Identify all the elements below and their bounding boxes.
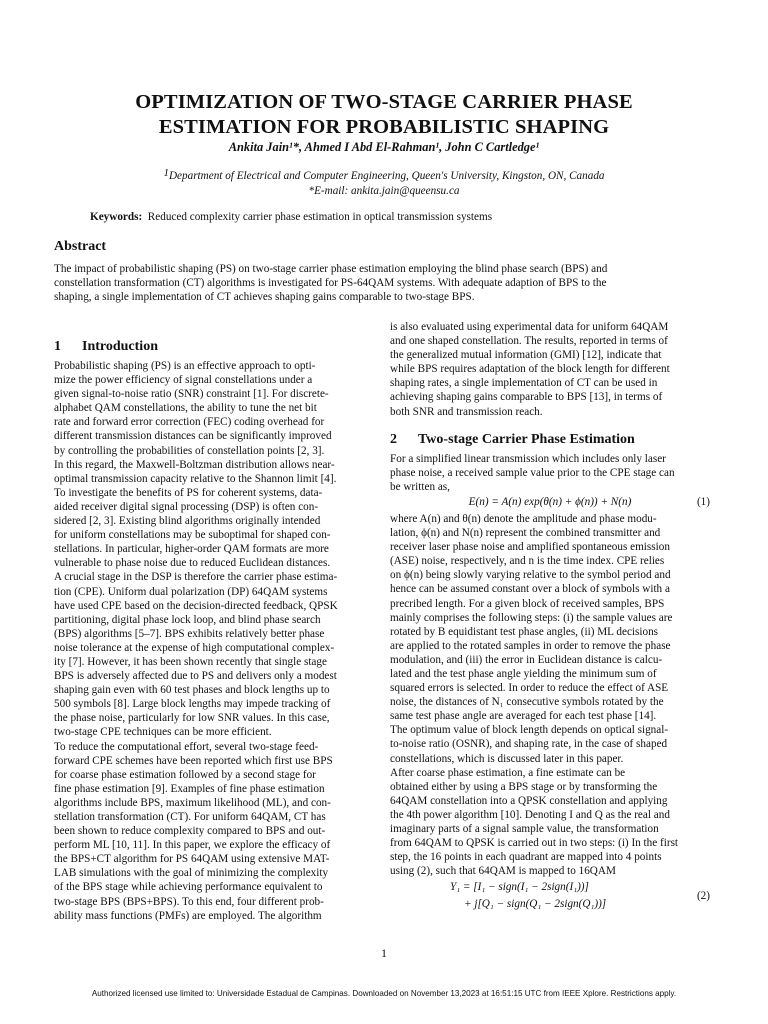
text-line: (ASE) noise, respectively, and n is the time index. CPE relies <box>390 555 665 568</box>
text-line: aided receiver digital signal processing (DSP) is often con- <box>54 500 319 513</box>
paper-title-line-1: OPTIMIZATION OF TWO-STAGE CARRIER PHASE <box>135 91 633 113</box>
section-title: Two-stage Carrier Phase Estimation <box>418 431 635 447</box>
text-line: where A(n) and θ(n) denote the amplitude and phase modu- <box>390 512 657 525</box>
equation-1 <box>390 494 710 512</box>
text-line: precribed length. For a given block of received samples, BPS <box>390 597 665 610</box>
affiliation-mark: 1 <box>163 167 169 179</box>
text-line: To investigate the benefits of PS for coherent systems, data- <box>54 486 323 499</box>
text-line: hence can be assumed constant over a block of symbols with a <box>390 583 670 596</box>
equation-1-number: (1) <box>696 495 710 508</box>
page-number: 1 <box>381 946 387 960</box>
text-line: The impact of probabilistic shaping (PS) on two-stage carrier phase estimation employing the blind phase search (BPS) and <box>54 263 608 275</box>
text-line: be written as, <box>390 480 450 493</box>
text-line: the 4th power algorithm [10]. Denoting I and Q as the real and <box>390 808 670 821</box>
text-line: rotated by B equidistant test phase angles, (ii) ML decisions <box>390 625 659 638</box>
section-number: 1 <box>54 339 61 354</box>
text-line: imaginary parts of a signal sample value, the transformation <box>390 823 659 835</box>
abstract-heading: Abstract <box>54 239 107 254</box>
section-heading-carrier-phase-estimation <box>390 431 710 448</box>
paper-title-line-2: ESTIMATION FOR PROBABILISTIC SHAPING <box>158 116 610 138</box>
text-line: modulation, and (iii) the error in Euclidean distance is calcu- <box>390 653 663 666</box>
text-line: of the BPS stage while achieving performance equivalent to <box>54 881 323 894</box>
cpe-body-intro <box>390 452 710 494</box>
text-line: After coarse phase estimation, a fine estimate can be <box>390 766 626 779</box>
text-line: partitioning, digital phase lock loop, and blind phase search <box>54 613 321 626</box>
text-line: two-stage CPE techniques can be more efficient. <box>54 726 272 739</box>
text-line: perform ML [10, 11]. In this paper, we explore the efficacy of <box>54 839 331 852</box>
paper-title <box>40 90 728 140</box>
text-line: given signal-to-noise ratio (SNR) constraint [1]. For discrete- <box>54 388 329 401</box>
text-line: been shown to reduce complexity compared to BPS and out- <box>54 825 326 838</box>
text-line: obtained either by using a BPS stage or by transforming the <box>390 780 658 793</box>
text-line: the phase noise, particularly for low SNR values. In this case, <box>54 712 330 725</box>
license-footer: Authorized licensed use limited to: Universidade Estadual de Campinas. Downloaded on November 13,2023 at 16:51:15 UTC from IEEE Xplore. Restrictions apply. <box>91 989 677 998</box>
text-line: In this regard, the Maxwell-Boltzman distribution allows near- <box>54 458 335 471</box>
left-column <box>54 338 374 923</box>
text-line: on ϕ(n) being slowly varying relative to the symbol period and <box>390 569 671 582</box>
text-line: fine phase estimation [9]. Examples of fine phase estimation <box>54 782 325 795</box>
equation-2 <box>390 880 710 916</box>
introduction-body-continued <box>390 320 710 419</box>
text-line: tion (CPE). Uniform dual polarization (DP) 64QAM systems <box>54 585 328 598</box>
text-line: LAB simulations with the goal of minimizing the complexity <box>54 867 329 880</box>
text-line: and one shaped constellation. The results, reported in terms of <box>390 335 668 348</box>
text-line: 500 symbols [8]. Large block lengths may impede tracking of <box>54 698 331 711</box>
text-line: mainly comprises the following steps: (i) the sample values are <box>390 611 673 624</box>
text-line: shaping rates, a single implementation of CT can be used in <box>390 377 658 390</box>
text-line: noise, the distances of N₁ consecutive symbols rotated by the <box>390 696 664 709</box>
text-line: receiver laser phase noise and amplified spontaneous emission <box>390 541 670 554</box>
text-line: sidered [2, 3]. Existing blind algorithms originally intended <box>54 515 321 528</box>
text-line: The optimum value of block length depends on optical signal- <box>390 724 669 737</box>
text-line: using (2), such that 64QAM is mapped to 16QAM <box>390 865 616 878</box>
affiliation-text: Department of Electrical and Computer Engineering, Queen's University, Kingston, ON, Canada <box>168 170 605 182</box>
text-line: (BPS) algorithms [5–7]. BPS exhibits relatively better phase <box>54 627 325 640</box>
text-line: phase noise, a received sample value prior to the CPE stage can <box>390 466 675 479</box>
text-line: to-noise ratio (OSNR), and shaping rate, in the case of shaped <box>390 738 668 751</box>
text-line: forward CPE schemes have been reported which first use BPS <box>54 754 333 767</box>
keywords <box>90 210 492 224</box>
text-line: have used CPE based on the decision-directed feedback, QPSK <box>54 599 338 612</box>
text-line: optimal transmission capacity relative to the Shannon limit [4]. <box>54 472 337 485</box>
text-line: To reduce the computational effort, several two-stage feed- <box>54 740 319 753</box>
text-line: rate and forward error correction (FEC) coding overhead for <box>54 416 325 429</box>
text-line: BPS is adversely affected due to PS and delivers only a modest <box>54 670 337 683</box>
section-title: Introduction <box>82 339 158 354</box>
text-line: same test phase angle are averaged for each test phase [14]. <box>390 710 657 723</box>
text-line: stellations. In particular, higher-order QAM formats are more <box>54 543 329 556</box>
abstract-body <box>54 262 714 304</box>
text-line: shaping, a single implementation of CT achieves shaping gains comparable to two-stage BPS. <box>54 291 475 304</box>
text-line: achieving shaping gains comparable to BPS [13], in terms of <box>390 391 663 404</box>
keywords-label: Keywords: <box>90 211 143 223</box>
text-line: squared errors is selected. In order to reduce the effect of ASE <box>390 682 669 695</box>
text-line: both SNR and transmission reach. <box>390 405 543 418</box>
text-line: the BPS+CT algorithm for PS 64QAM using extensive MAT- <box>54 853 330 866</box>
text-line: A crucial stage in the DSP is therefore the carrier phase estima- <box>54 571 338 584</box>
section-heading-introduction <box>54 338 374 355</box>
equation-2-number: (2) <box>696 890 710 903</box>
keywords-text: Reduced complexity carrier phase estimation in optical transmission systems <box>147 211 493 223</box>
equation-1-expression: E(n) = A(n) exp(θ(n) + ϕ(n)) + N(n) <box>468 495 632 508</box>
author-list: Ankita Jain¹*, Ahmed I Abd El-Rahman¹, John C Cartledge¹ <box>228 140 540 154</box>
text-line: 64QAM constellation into a QPSK constellation and applying <box>390 794 668 807</box>
cpe-body <box>390 512 710 878</box>
text-line: while BPS requires adaptation of the block length for different <box>390 363 670 376</box>
text-line: from 64QAM to QPSK is carried out in two steps: (i) In the first <box>390 837 679 850</box>
text-line: ability mass functions (PMFs) are employed. The algorithm <box>54 909 322 922</box>
equation-2-line-1: Y₁ = [I₁ − sign(I₁ − 2sign(I₁))] <box>450 881 589 894</box>
text-line: lation, ϕ(n) and N(n) represent the combined transmitter and <box>390 527 661 540</box>
text-line: are applied to the rotated samples in order to remove the phase <box>390 639 671 652</box>
text-line: lated and the test phase angle yielding the minimum sum of <box>390 667 657 680</box>
text-line: the generalized mutual information (GMI) [12], indicate that <box>390 349 662 362</box>
text-line: different transmission distances can be significantly improved <box>54 430 332 443</box>
text-line: stellation transformation (CT). For uniform 64QAM, CT has <box>54 811 326 823</box>
text-line: constellation transformation (CT) algorithms is investigated for PS-64QAM systems. With adequate adaption of BPS to the <box>54 277 607 290</box>
text-line: For a simplified linear transmission which includes only laser <box>390 452 666 465</box>
equation-2-line-2: + j[Q₁ − sign(Q₁ − 2sign(Q₁))] <box>464 898 607 911</box>
text-line: noise tolerance at the expense of high computational complex- <box>54 641 335 654</box>
text-line: constellations, which is discussed later in this paper. <box>390 752 624 765</box>
text-line: ity [7]. However, it has been shown recently that single stage <box>54 655 327 668</box>
text-line: alphabet QAM constellations, the ability to tune the net bit <box>54 402 317 415</box>
text-line: algorithms include BPS, maximum likelihood (ML), and con- <box>54 796 331 809</box>
text-line: by controlling the probabilities of constellation points [2, 3]. <box>54 444 325 457</box>
text-line: for uniform constellations may be suboptimal for shaped con- <box>54 529 331 542</box>
right-column <box>390 320 710 916</box>
text-line: mize the power efficiency of signal constellations under a <box>54 374 313 387</box>
text-line: two-stage BPS (BPS+BPS). To this end, four different prob- <box>54 895 324 908</box>
text-line: step, the 16 points in each quadrant are mapped into 4 points <box>390 851 662 864</box>
text-line: vulnerable to phase noise due to reduced Euclidean distances. <box>54 557 331 570</box>
text-line: for coarse phase estimation followed by a second stage for <box>54 768 316 781</box>
section-number: 2 <box>390 431 397 447</box>
contact-email: *E-mail: ankita.jain@queensu.ca <box>308 184 460 197</box>
affiliation-line <box>40 166 728 184</box>
introduction-body <box>54 359 374 923</box>
text-line: Probabilistic shaping (PS) is an effective approach to opti- <box>54 360 316 372</box>
affiliation <box>40 166 728 198</box>
text-line: is also evaluated using experimental data for uniform 64QAM <box>390 321 669 333</box>
text-line: shaping gain even with 60 test phases and block lengths up to <box>54 684 330 697</box>
